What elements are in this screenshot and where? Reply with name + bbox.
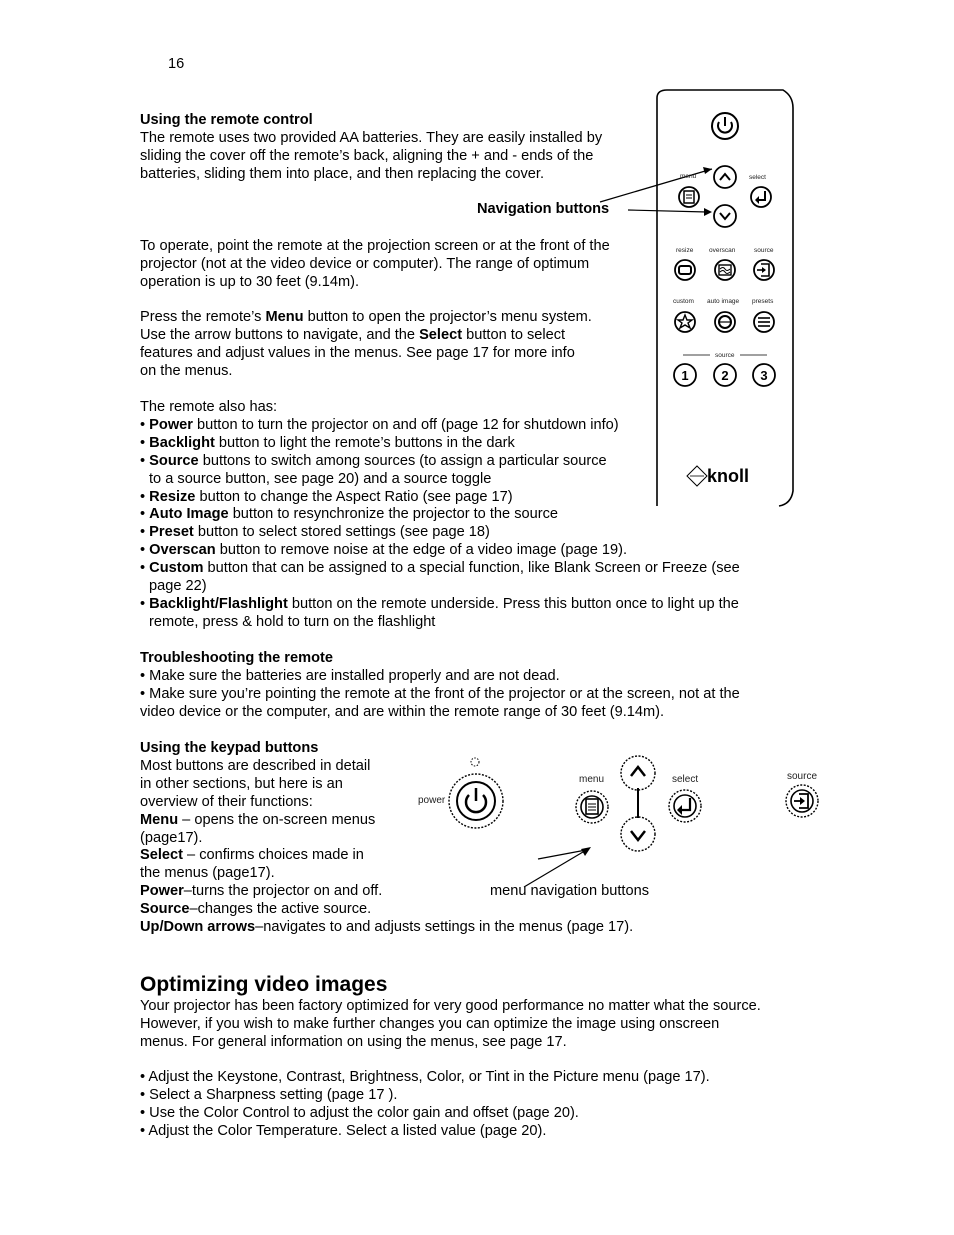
remote-presets-button <box>754 312 774 332</box>
remote-auto-image-button <box>715 312 735 332</box>
optimizing-list <box>140 1069 710 1141</box>
resize-icon <box>679 266 691 274</box>
keypad-down-button <box>621 817 655 851</box>
remote-intro-line: sliding the cover off the remote’s back, aligning the + and - ends of the <box>140 147 594 164</box>
keypad-item: Source–changes the active source. <box>140 901 372 918</box>
list-item-continuation: remote, press & hold to turn on the flashlight <box>149 613 436 630</box>
enter-arrow-icon <box>677 798 690 815</box>
source-icon <box>794 794 808 808</box>
keypad-item: Select – confirms choices made in <box>140 847 364 864</box>
remote-menu-label: menu <box>680 173 697 180</box>
chevron-up-icon <box>631 767 645 776</box>
troubleshooting-section <box>140 650 740 722</box>
menu-navigation-caption: menu navigation buttons <box>490 883 650 899</box>
svg-text:2: 2 <box>721 368 729 383</box>
knoll-logo <box>687 466 749 486</box>
remote-down-button <box>714 205 736 227</box>
keypad-select-button <box>669 790 701 822</box>
list-item: • Select a Sharpness setting (page 17 ). <box>140 1086 398 1103</box>
remote-resize-button <box>675 260 695 280</box>
menu-para-line: Press the remote’s Menu button to open the projector’s menu system. <box>140 309 592 325</box>
optimizing-heading: Optimizing video images <box>140 973 388 996</box>
keypad-item: Up/Down arrows–navigates to and adjusts settings in the menus (page 17). <box>140 919 634 936</box>
keypad-source-button <box>786 785 818 817</box>
remote-power-button <box>712 113 738 139</box>
remote-up-button <box>714 166 736 188</box>
remote-select-label: select <box>749 174 766 181</box>
remote-source-label: source <box>754 247 774 254</box>
troubleshooting-line: • Make sure you’re pointing the remote at the front of the projector or at the screen, not at the <box>140 685 740 702</box>
also-has-line: The remote also has: <box>140 399 278 415</box>
remote-overscan-label: overscan <box>709 247 736 254</box>
svg-text:knoll: knoll <box>707 466 750 486</box>
keypad-source-label: source <box>787 771 818 782</box>
list-item: • Resize button to change the Aspect Ratio (see page 17) <box>140 488 513 505</box>
keypad-heading: Using the keypad buttons <box>140 740 319 756</box>
troubleshooting-line: video device or the computer, and are within the remote range of 30 feet (9.14m). <box>140 703 665 720</box>
list-item: • Auto Image button to resynchronize the projector to the source <box>140 506 558 523</box>
source-icon <box>757 264 769 276</box>
keypad-intro-line: overview of their functions: <box>140 793 313 810</box>
remote-custom-label: custom <box>673 298 694 305</box>
troubleshooting-heading: Troubleshooting the remote <box>140 650 333 666</box>
page-number: 16 <box>168 56 185 72</box>
operate-line: projector (not at the video device or computer). The range of optimum <box>140 255 590 272</box>
remote-overscan-button <box>715 260 735 280</box>
svg-text:1: 1 <box>681 368 689 383</box>
remote-heading: Using the remote control <box>140 112 313 128</box>
chevron-down-icon <box>720 213 730 219</box>
menu-paragraph <box>140 309 592 381</box>
list-item: • Preset button to select stored settings (see page 18) <box>140 524 490 541</box>
remote-select-button <box>751 187 771 207</box>
troubleshooting-line: • Make sure the batteries are installed properly and are not dead. <box>140 667 560 684</box>
remote-source-group-label: source <box>715 352 735 359</box>
remote-resize-label: resize <box>676 247 694 254</box>
list-item: • Backlight/Flashlight button on the remote underside. Press this button once to light up the <box>140 595 739 612</box>
power-icon <box>466 788 486 812</box>
remote-auto-image-label: auto image <box>707 298 740 305</box>
keypad-illustration <box>410 752 830 862</box>
keypad-item-continuation: the menus (page17). <box>140 865 275 882</box>
list-item: • Source buttons to switch among sources (to assign a particular source <box>140 452 607 469</box>
presets-icon <box>758 318 770 326</box>
operate-line: operation is up to 30 feet (9.14m). <box>140 273 360 290</box>
keypad-power-label: power <box>418 795 446 806</box>
list-item-continuation: to a source button, see page 20) and a source toggle <box>149 470 492 487</box>
list-item: • Use the Color Control to adjust the color gain and offset (page 20). <box>140 1104 579 1121</box>
operate-line: To operate, point the remote at the projection screen or at the front of the <box>140 238 610 254</box>
menu-icon <box>586 799 598 814</box>
remote-intro-line: batteries, sliding them into place, and then replacing the cover. <box>140 165 545 182</box>
menu-para-line: Use the arrow buttons to navigate, and the Select button to select <box>140 326 566 343</box>
keypad-intro-line: Most buttons are described in detail <box>140 757 371 774</box>
remote-source-3-button <box>753 364 775 386</box>
keypad-intro-line: in other sections, but here is an <box>140 775 343 792</box>
remote-source-1-button <box>674 364 696 386</box>
remote-source-2-button <box>714 364 736 386</box>
keypad-item: Power–turns the projector on and off. <box>140 883 383 900</box>
remote-section-text <box>140 112 602 184</box>
remote-presets-label: presets <box>752 298 774 305</box>
menu-icon <box>684 191 694 203</box>
operate-paragraph <box>140 238 610 292</box>
list-item: • Backlight button to light the remote’s buttons in the dark <box>140 434 515 451</box>
keypad-item: Menu – opens the on-screen menus <box>140 811 376 828</box>
list-item-continuation: page 22) <box>149 578 207 595</box>
star-icon <box>678 315 692 328</box>
list-item: • Adjust the Color Temperature. Select a listed value (page 20). <box>140 1122 547 1139</box>
optimizing-line: However, if you wish to make further changes you can optimize the image using onscreen <box>140 1015 720 1032</box>
menu-para-line: on the menus. <box>140 362 233 379</box>
list-item: • Power button to turn the projector on and off (page 12 for shutdown info) <box>140 416 619 433</box>
remote-custom-button <box>675 312 695 332</box>
chevron-up-icon <box>720 174 730 180</box>
optimizing-paragraph <box>140 998 761 1052</box>
list-item: • Overscan button to remove noise at the edge of a video image (page 19). <box>140 542 628 559</box>
navigation-buttons-label: Navigation buttons <box>477 201 610 217</box>
remote-menu-button <box>679 187 699 207</box>
svg-text:3: 3 <box>760 368 768 383</box>
keypad-item-continuation: (page17). <box>140 829 203 846</box>
list-item: • Custom button that can be assigned to a special function, like Blank Screen or Freeze (see <box>140 560 740 577</box>
keypad-menu-button <box>576 791 608 823</box>
keypad-power-button <box>449 774 503 828</box>
remote-source-button <box>754 260 774 280</box>
remote-intro-line: The remote uses two provided AA batteries. They are easily installed by <box>140 129 603 146</box>
indicator-light-icon <box>471 758 479 766</box>
optimizing-line: Your projector has been factory optimized for very good performance no matter what the source. <box>140 998 761 1014</box>
power-icon <box>718 117 732 133</box>
keypad-up-button <box>621 756 655 790</box>
keypad-menu-label: menu <box>579 774 605 785</box>
keypad-select-label: select <box>672 774 699 785</box>
optimizing-line: menus. For general information on using the menus, see page 17. <box>140 1033 567 1050</box>
menu-para-line: features and adjust values in the menus. See page 17 for more info <box>140 344 575 361</box>
list-item: • Adjust the Keystone, Contrast, Brightness, Color, or Tint in the Picture menu (page 17). <box>140 1069 710 1085</box>
chevron-down-icon <box>631 831 645 840</box>
remote-control-illustration <box>595 86 800 510</box>
